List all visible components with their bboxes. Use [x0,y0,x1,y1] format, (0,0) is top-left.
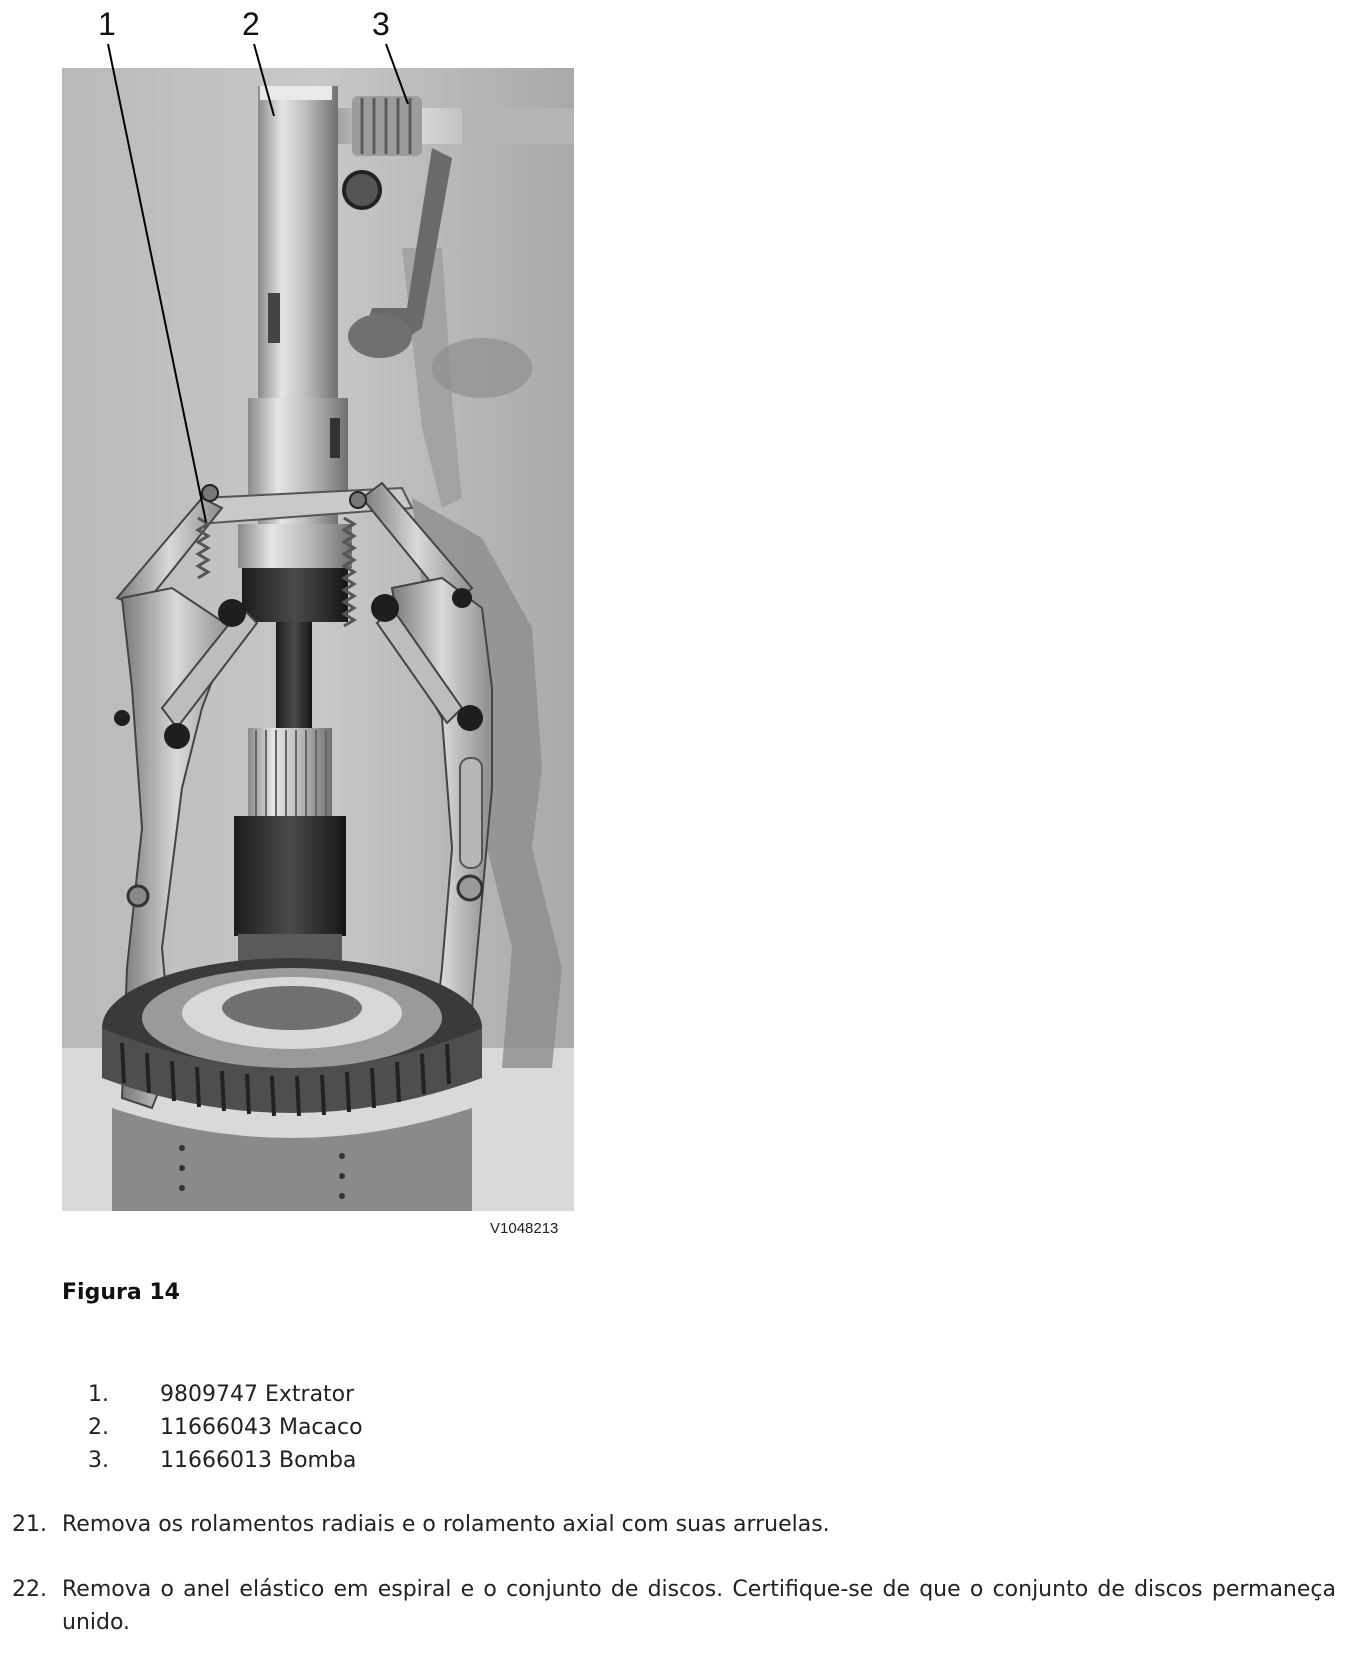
figure-caption: Figura 14 [62,1280,180,1305]
figure [0,0,620,1250]
callout-3: 3 [372,6,390,42]
procedure-step [0,1508,1348,1541]
legend-item [88,1444,363,1477]
legend-item [88,1378,363,1411]
step-number: 22. [12,1577,47,1602]
parts-legend [88,1378,363,1477]
extractor-photo [62,68,574,1211]
procedure-step [0,1573,1348,1639]
callout-2: 2 [242,6,260,42]
legend-item-text: 9809747 Extrator [160,1382,355,1407]
legend-item [88,1411,363,1444]
callout-1: 1 [98,6,116,42]
step-number: 21. [12,1512,47,1537]
legend-item-number: 3. [88,1448,109,1473]
step-text: Remova os rolamentos radiais e o rolamento axial com suas arruelas. [62,1512,830,1537]
legend-item-number: 2. [88,1415,109,1440]
legend-item-text: 11666013 Bomba [160,1448,357,1473]
legend-item-number: 1. [88,1382,109,1407]
legend-item-text: 11666043 Macaco [160,1415,363,1440]
photo-id: V1048213 [490,1220,559,1237]
step-text: Remova o anel elástico em espiral e o conjunto de discos. Certifique-se de que o conjunto de discos permaneça unido. [62,1577,1336,1635]
procedure-steps [0,1508,1348,1671]
